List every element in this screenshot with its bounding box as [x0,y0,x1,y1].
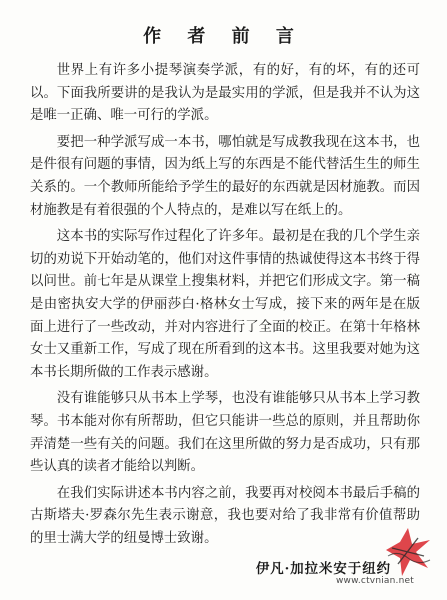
page-title: 作 者 前 言 [143,26,304,47]
paragraph-3: 这本书的实际写作过程化了许多年。最初是在我的几个学生亲切的劝说下开始动笔的，他们对这件事情的热诚使得这本书终于得以问世。前七年是从课堂上搜集材料，并把它们形成文字。第一稿是由密执安大学的伊丽莎白·格林女士写成，接下来的两年是在版面上进行了一些改动，并对内容进行了全面的校正。在第十年格林女士又重新工作，写成了现在所看到的这本书。这里我要对她为这本书长期所做的工作表示感谢。 [30,229,420,380]
paragraph-5: 在我们实际讲述本书内容之前，我要再对校阅本书最后手稿的古斯塔夫·罗森尔先生表示谢意，我也要对给了我非常有价值帮助的里士满大学的纽曼博士致谢。 [30,485,420,546]
body-text [30,60,420,554]
watermark-url: www.ctvnian.net [336,576,414,586]
watermark-logo-icon [378,520,440,582]
paragraph-1: 世界上有许多小提琴演奏学派，有的好，有的坏，有的还可以。下面我所要讲的是我认为是最实用的学派，但是我并不认为这是唯一正确、唯一可行的学派。 [30,63,420,124]
author-signature: 伊凡·加拉米安于纽约 [255,561,391,577]
paragraph-2: 要把一种学派写成一本书，哪怕就是写成教我现在这本书，也是件很有问题的事情，因为纸上写的东西是不能代替活生生的师生关系的。一个教师所能给予学生的最好的东西就是因材施教。而因材施教是有着很强的个人特点的，是难以写在纸上的。 [30,134,420,218]
paragraph-4: 没有谁能够只从书本上学琴，也没有谁能够只从书本上学习教琴。书本能对你有所帮助，但它只能讲一些总的原则，并且帮助你弄清楚一些有关的问题。我们在这里所做的努力是否成功，只有那些认真的读者才能给以判断。 [30,391,420,475]
